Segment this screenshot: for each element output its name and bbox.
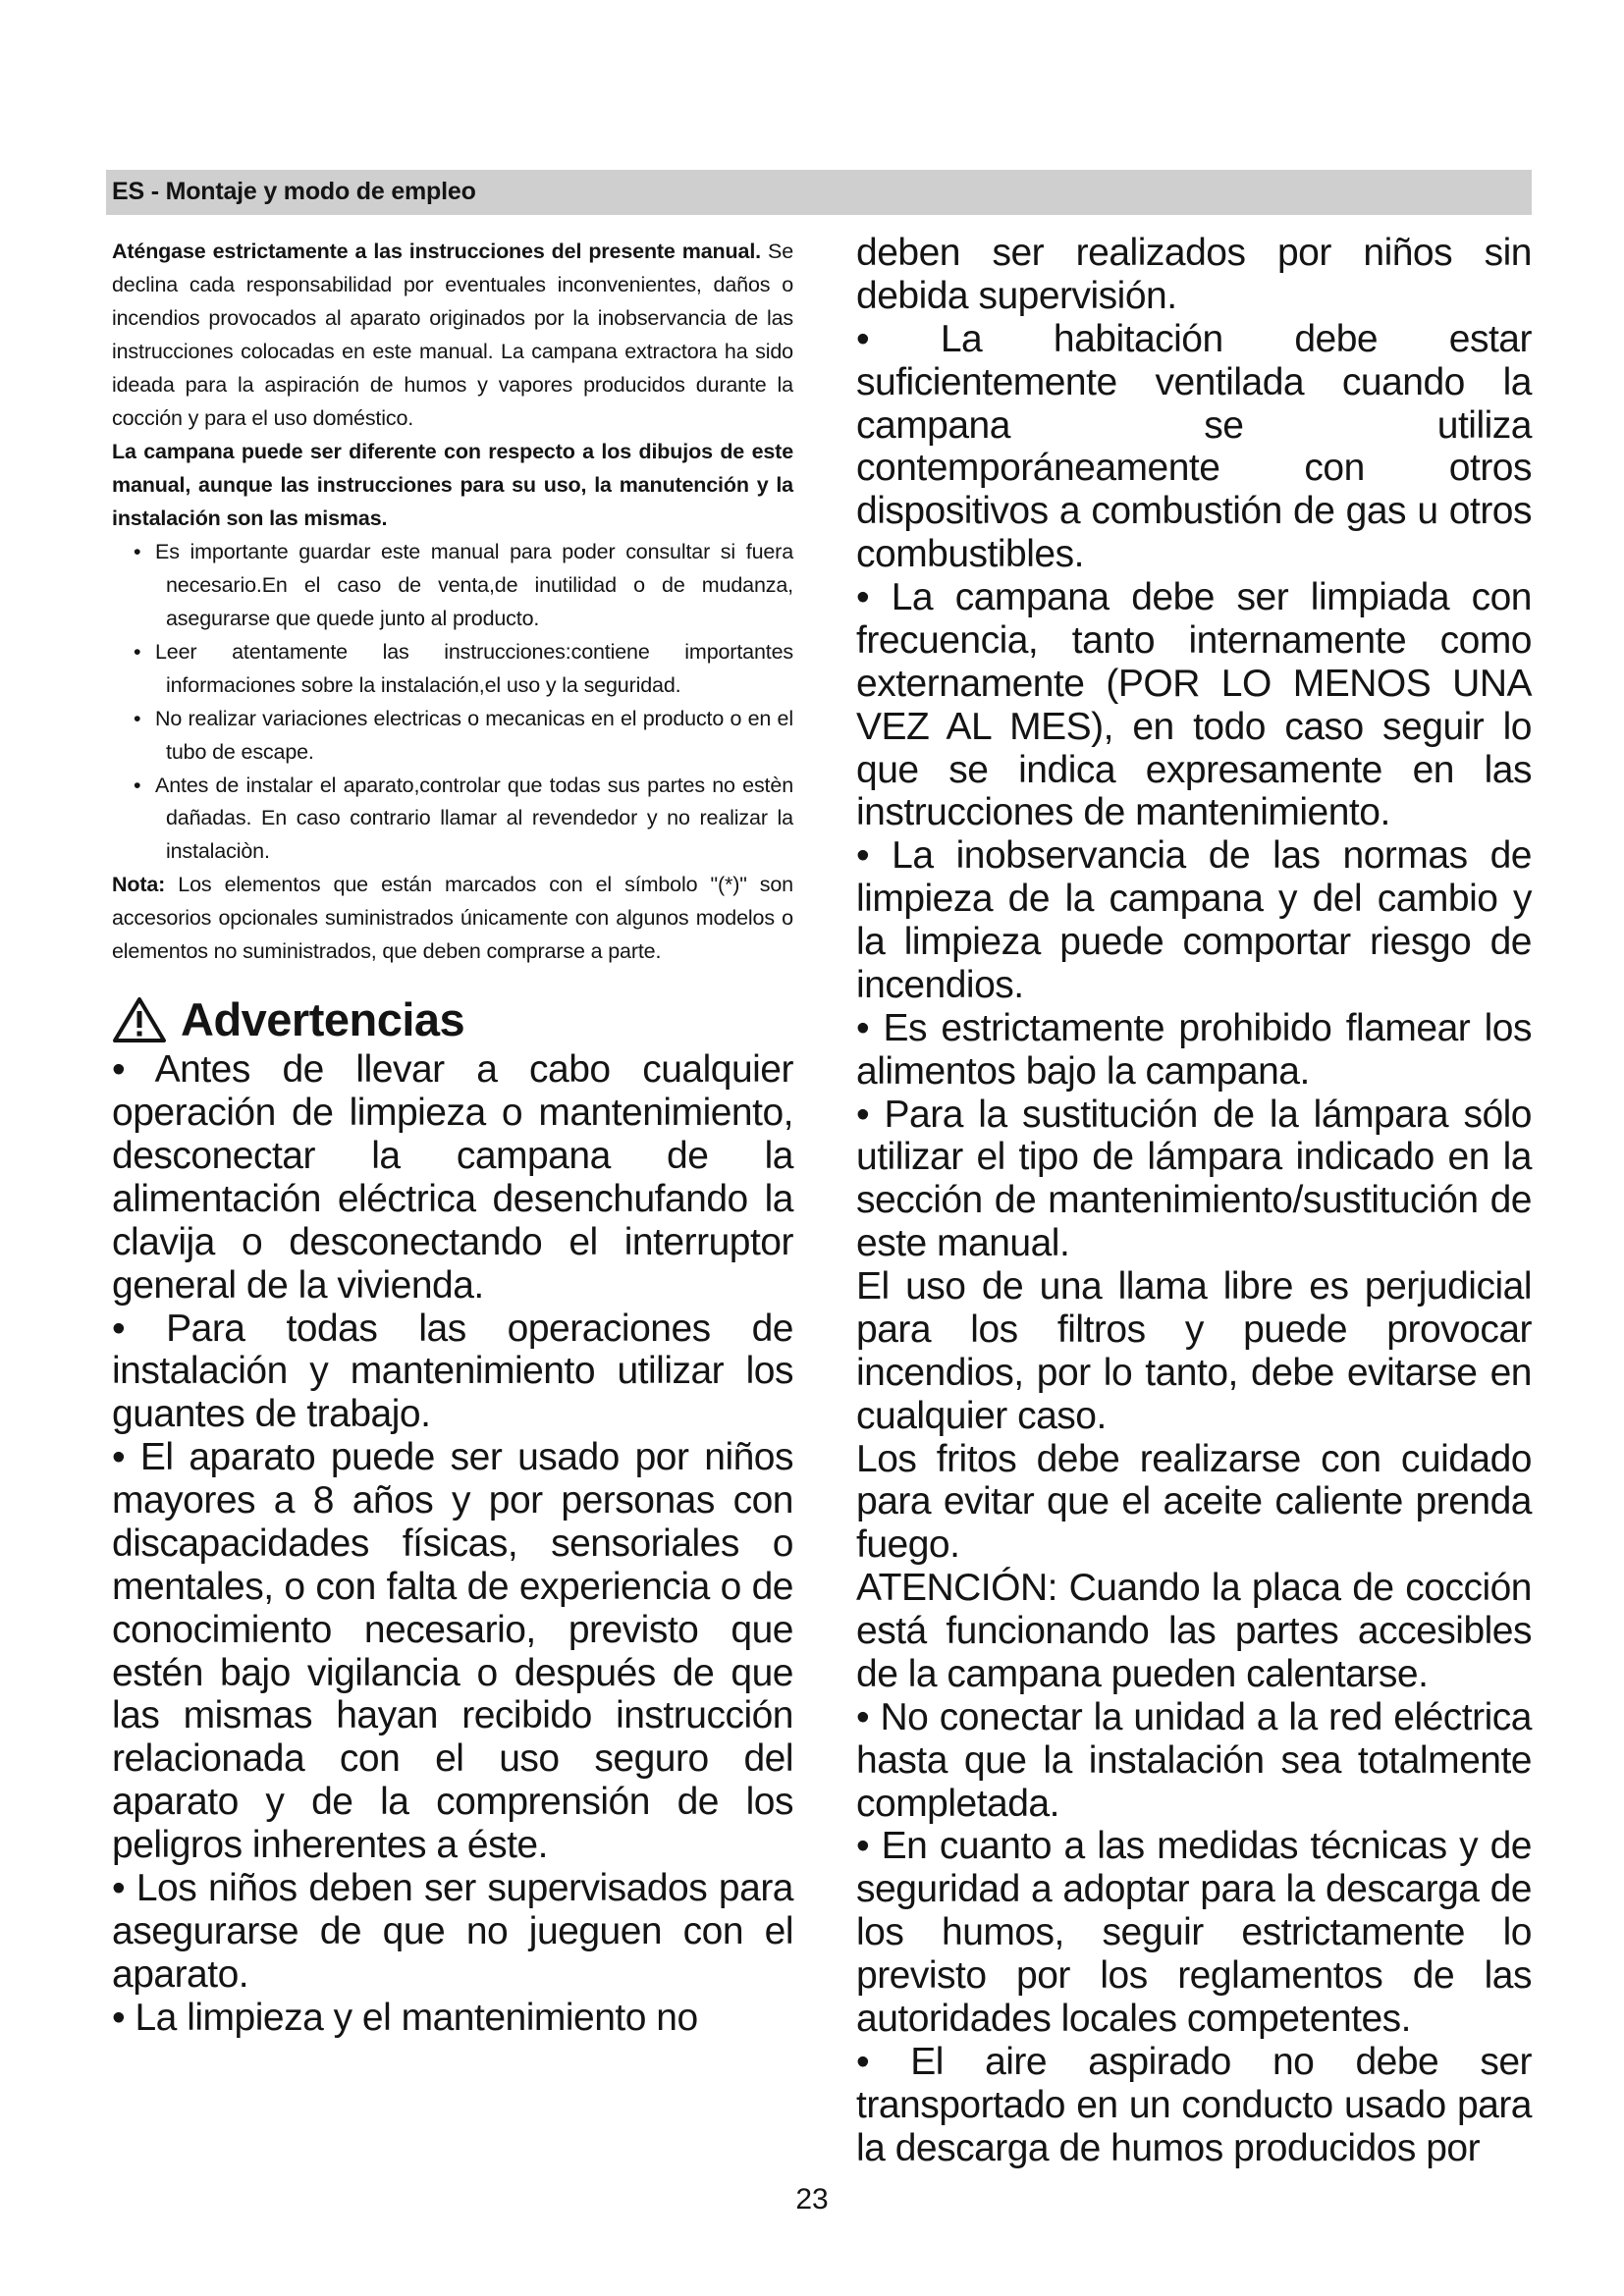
warning-paragraph: ATENCIÓN: Cuando la placa de cocción está funcionando las partes accesibles de la campana pueden calentarse. <box>856 1567 1532 1695</box>
warning-paragraph: • Para todas las operaciones de instalación y mantenimiento utilizar los guantes de trabajo. <box>112 1307 793 1436</box>
warning-paragraph: El uso de una llama libre es perjudicial para los filtros y puede provocar incendios, por lo tanto, debe evitarse en cualquier caso. <box>856 1265 1532 1437</box>
warnings-left-text <box>112 1048 793 2039</box>
warning-paragraph: • El aparato puede ser usado por niños mayores a 8 años y por personas con discapacidades físicas, sensoriales o mentales, o con falta de experiencia o de conocimiento necesario, previsto que estén bajo vigilancia o después de que las mismas hayan recibido instrucción relacionada con el uso seguro del aparato y de la comprensión de los peligros inherentes a éste. <box>112 1436 793 1867</box>
warnings-title: Advertencias <box>181 993 465 1046</box>
warning-paragraph: deben ser realizados por niños sin debida supervisión. <box>856 232 1532 317</box>
warning-paragraph: • Es estrictamente prohibido flamear los alimentos bajo la campana. <box>856 1006 1532 1093</box>
intro-bold-lead: Aténgase estrictamente a las instrucciones del presente manual. <box>112 240 761 263</box>
warning-paragraph: • Para la sustitución de la lámpara sólo utilizar el tipo de lámpara indicado en la sección de mantenimiento/sustitución de este manual. <box>856 1093 1532 1265</box>
warning-paragraph: • Los niños deben ser supervisados para asegurarse de que no jueguen con el aparato. <box>112 1866 793 1996</box>
bullet-item: • No realizar variaciones electricas o mecanicas en el producto o en el tubo de escape. <box>112 703 793 770</box>
warning-triangle-icon <box>112 996 167 1043</box>
warning-paragraph: • La inobservancia de las normas de limpieza de la campana y del cambio y la limpieza puede comportar riesgo de incendios. <box>856 834 1532 1006</box>
bullet-item: • Es importante guardar este manual para poder consultar si fuera necesario.En el caso de venta,de inutilidad o de mudanza, asegurarse que quede junto al producto. <box>112 536 793 636</box>
warning-paragraph: • La campana debe ser limpiada con frecuencia, tanto internamente como externamente (POR LO MENOS UNA VEZ AL MES), en todo caso seguir lo que se indica expresamente en las instrucciones de mantenimiento. <box>856 576 1532 834</box>
warning-paragraph: Los fritos debe realizarse con cuidado para evitar que el aceite caliente prenda fuego. <box>856 1437 1532 1567</box>
intro-block <box>112 236 793 969</box>
bullet-item: • Leer atentamente las instrucciones:contiene importantes informaciones sobre la instalación,el uso y la seguridad. <box>112 636 793 703</box>
right-column <box>856 232 1532 2169</box>
intro-bold-paragraph: La campana puede ser diferente con respecto a los dibujos de este manual, aunque las instrucciones para su uso, la manutención y la instalación son las mismas. <box>112 439 793 530</box>
section-header: ES - Montaje y modo de empleo <box>106 170 1532 215</box>
intro-text: Se declina cada responsabilidad por eventuales inconvenientes, daños o incendios provocados al aparato originados por la inobservancia de las instrucciones colocadas en este manual. La campana extractora ha sido ideada para la aspiración de humos y vapores producidos durante la cocción y para el uso doméstico. <box>112 240 793 430</box>
left-column <box>112 236 793 2039</box>
warning-paragraph: • La limpieza y el mantenimiento no <box>112 1996 698 2039</box>
warning-paragraph: • En cuanto a las medidas técnicas y de seguridad a adoptar para la descarga de los humos, seguir estrictamente lo previsto por los reglamentos de las autoridades locales competentes. <box>856 1825 1532 2040</box>
page-number: 23 <box>795 2183 829 2216</box>
warning-paragraph: • No conectar la unidad a la red eléctrica hasta que la instalación sea totalmente completada. <box>856 1695 1532 1825</box>
intro-paragraph <box>112 236 793 436</box>
intro-bullet-list <box>112 536 793 870</box>
warning-paragraph: • La habitación debe estar suficientemente ventilada cuando la campana se utiliza contemporáneamente con otros dispositivos a combustión de gas u otros combustibles. <box>856 317 1532 576</box>
warning-paragraph: • Antes de llevar a cabo cualquier operación de limpieza o mantenimiento, desconectar la campana de la alimentación eléctrica desenchufando la clavija o desconectando el interruptor general de la vivienda. <box>112 1048 793 1307</box>
note-text: Los elementos que están marcados con el símbolo "(*)" son accesorios opcionales suministrados únicamente con algunos modelos o elementos no suministrados, que deben comprarse a parte. <box>112 873 793 964</box>
warning-paragraph: • El aire aspirado no debe ser transportado en un conducto usado para la descarga de humos producidos por <box>856 2040 1532 2169</box>
bullet-item: • Antes de instalar el aparato,controlar que todas sus partes no estèn dañadas. En caso contrario llamar al revendedor y no realizar la instalaciòn. <box>112 770 793 870</box>
note-label: Nota: <box>112 873 166 897</box>
warnings-right-text <box>856 232 1532 2169</box>
warnings-heading <box>112 992 793 1046</box>
note-paragraph <box>112 869 793 969</box>
